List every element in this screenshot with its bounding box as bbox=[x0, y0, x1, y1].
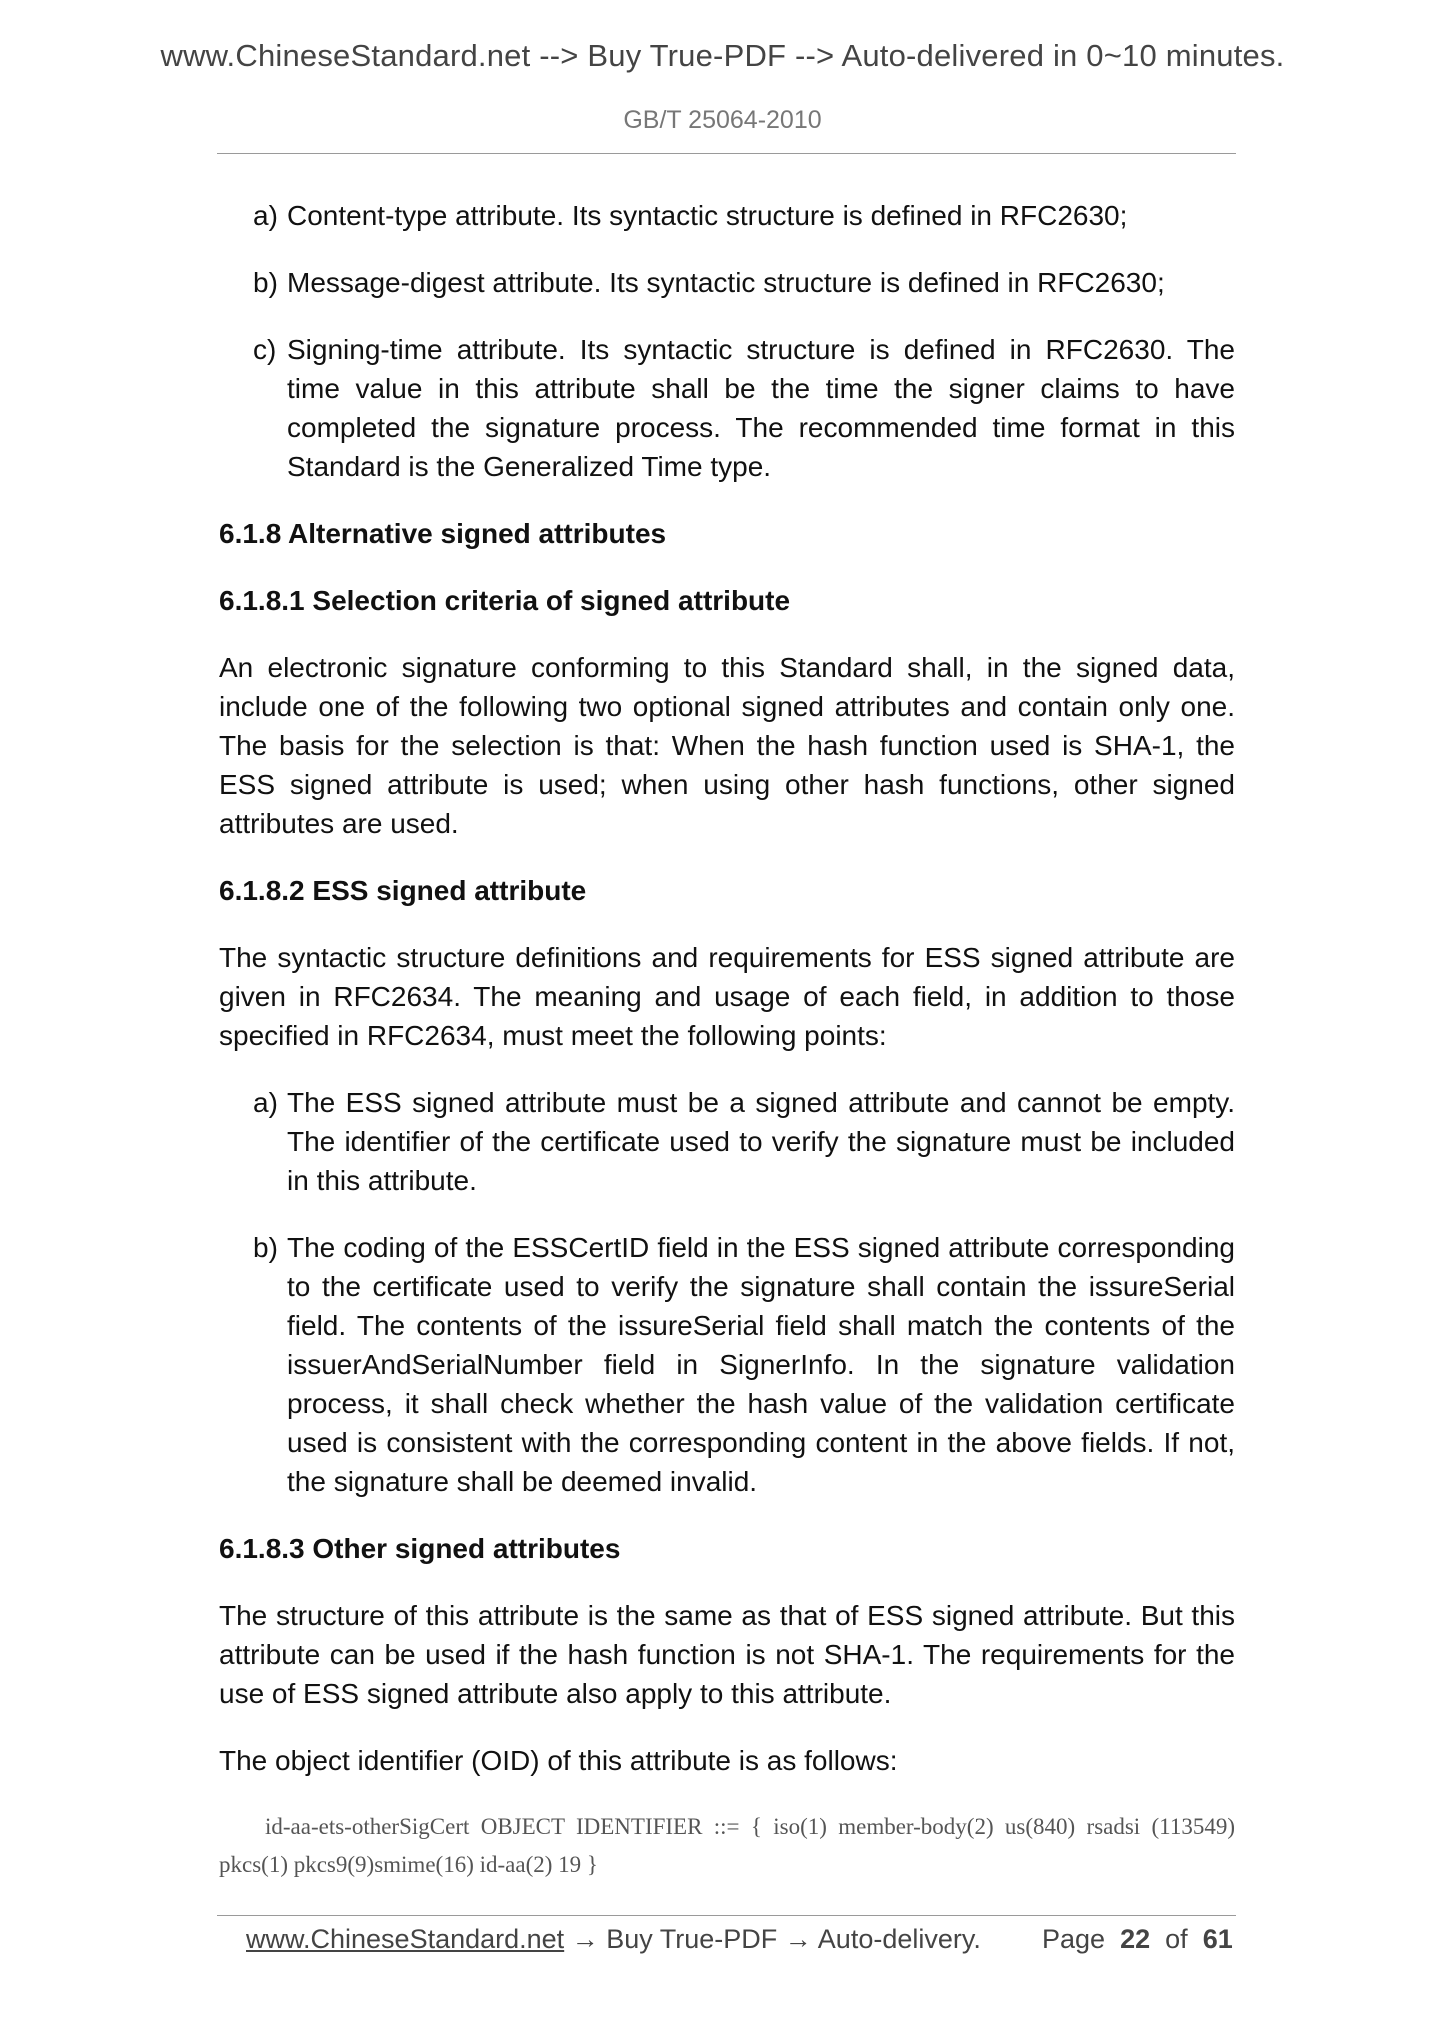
footer-delivery-text: Auto-delivery. bbox=[817, 1924, 981, 1954]
list-marker: c) bbox=[253, 334, 277, 365]
document-number: GB/T 25064-2010 bbox=[623, 106, 822, 134]
paragraph-ess-signed-attribute: The syntactic structure definitions and requirements for ESS signed attribute are given in RFC2634. The meaning and usage of each field, in addition to those specified in RFC2634, must meet the following points: bbox=[219, 942, 1235, 1051]
section-heading-6-1-8-1: 6.1.8.1 Selection criteria of signed attribute bbox=[219, 585, 791, 616]
paragraph-oid-intro: The object identifier (OID) of this attribute is as follows: bbox=[219, 1745, 898, 1776]
paragraph-other-signed-attributes: The structure of this attribute is the same as that of ESS signed attribute. But this attribute can be used if the hash function is not SHA-1. The requirements for the use of ESS signed attribute also apply to this attribute. bbox=[219, 1600, 1235, 1709]
list-marker: a) bbox=[253, 200, 278, 231]
page-indicator bbox=[1042, 1924, 1233, 1955]
list-item-text: The coding of the ESSCertID field in the ESS signed attribute corresponding to the certificate used to verify the signature shall contain the issureSerial field. The contents of the issureSerial field shall match the contents of the issuerAndSerialNumber field in SignerInfo. In the signature validation process, it shall check whether the hash value of the validation certificate used is consistent with the corresponding content in the above fields. If not, the signature shall be deemed invalid. bbox=[287, 1232, 1235, 1497]
list-marker: b) bbox=[253, 267, 278, 298]
header-divider bbox=[217, 153, 1236, 154]
section-heading-6-1-8: 6.1.8 Alternative signed attributes bbox=[219, 518, 667, 549]
footer-divider bbox=[217, 1915, 1236, 1916]
list-item bbox=[219, 330, 1235, 486]
top-banner: www.ChineseStandard.net --> Buy True-PDF --> Auto-delivered in 0~10 minutes. bbox=[160, 38, 1285, 73]
list-marker: a) bbox=[253, 1087, 278, 1118]
list-item-text: Content-type attribute. Its syntactic structure is defined in RFC2630; bbox=[287, 200, 1128, 231]
current-page: 22 bbox=[1120, 1924, 1151, 1954]
paragraph-selection-criteria: An electronic signature conforming to this Standard shall, in the signed data, include one of the following two optional signed attributes and contain only one. The basis for the selection is that: When the hash function used is SHA-1, the ESS signed attribute is used; when using other hash functions, other signed attributes are used. bbox=[219, 652, 1235, 839]
page-label: Page bbox=[1042, 1924, 1106, 1954]
list-item-text: The ESS signed attribute must be a signed attribute and cannot be empty. The identifier of the certificate used to verify the signature must be included in this attribute. bbox=[287, 1087, 1235, 1196]
section-heading-6-1-8-2: 6.1.8.2 ESS signed attribute bbox=[219, 875, 587, 906]
of-label: of bbox=[1165, 1924, 1188, 1954]
oid-definition: id-aa-ets-otherSigCert OBJECT IDENTIFIER ::= { iso(1) member-body(2) us(840) rsadsi (113549) pkcs(1) pkcs9(9)smime(16) id-aa(2) 19 } bbox=[219, 1814, 1235, 1877]
list-item-text: Message-digest attribute. Its syntactic structure is defined in RFC2630; bbox=[287, 267, 1165, 298]
list-item bbox=[219, 1228, 1235, 1501]
footer-site-link[interactable]: www.ChineseStandard.net bbox=[246, 1924, 565, 1954]
footer-buy-text: Buy True-PDF bbox=[606, 1924, 778, 1954]
section-heading-6-1-8-3: 6.1.8.3 Other signed attributes bbox=[219, 1533, 621, 1564]
page-content bbox=[219, 196, 1235, 1884]
list-item bbox=[219, 1083, 1235, 1200]
footer-promo bbox=[246, 1924, 981, 1955]
list-item bbox=[219, 263, 1235, 302]
total-pages: 61 bbox=[1202, 1924, 1233, 1954]
arrow-icon: → bbox=[784, 1924, 812, 1954]
list-marker: b) bbox=[253, 1232, 278, 1263]
arrow-icon: → bbox=[571, 1924, 599, 1954]
list-item bbox=[219, 196, 1235, 235]
list-item-text: Signing-time attribute. Its syntactic structure is defined in RFC2630. The time value in this attribute shall be the time the signer claims to have completed the signature process. The recommended time format in this Standard is the Generalized Time type. bbox=[287, 334, 1235, 482]
